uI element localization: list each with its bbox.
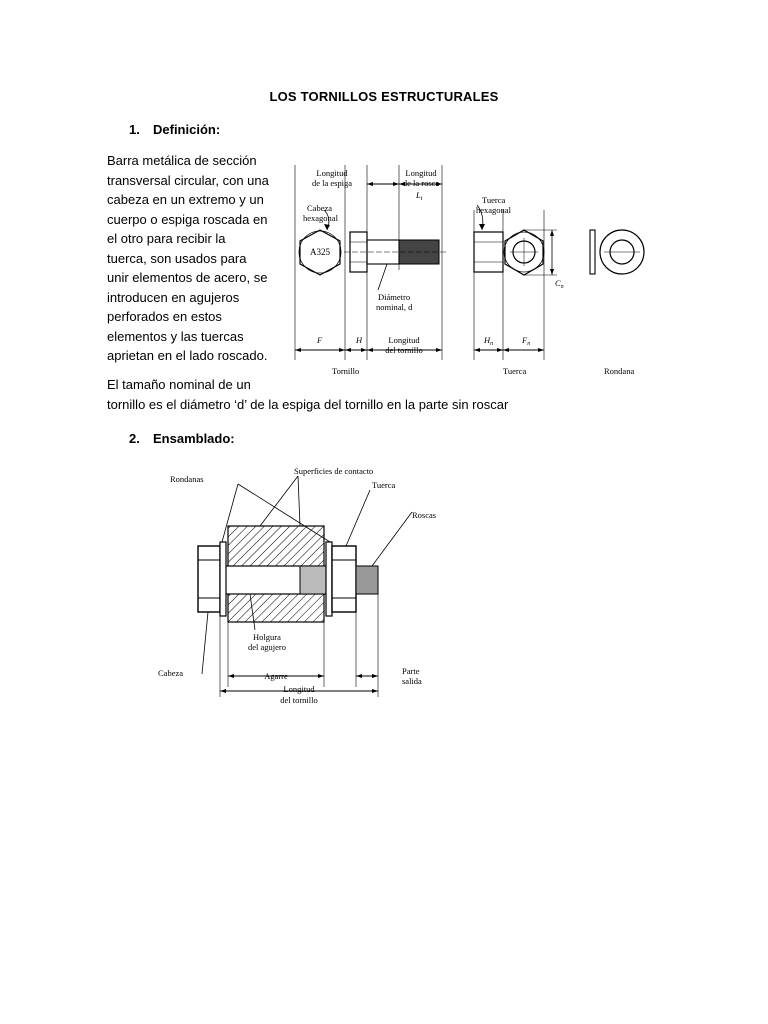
caption-tuerca: Tuerca bbox=[503, 366, 527, 376]
definition-paragraph bbox=[107, 151, 282, 366]
label-agarre: Agarre bbox=[264, 671, 288, 681]
caption-tornillo: Tornillo bbox=[332, 366, 360, 376]
nominal-line-1: El tamaño nominal de un bbox=[107, 377, 251, 392]
label-a325: A325 bbox=[310, 247, 330, 257]
section-2-title: Ensamblado: bbox=[153, 431, 235, 446]
label-rondanas: Rondanas bbox=[170, 474, 204, 484]
label-del-agujero: del agujero bbox=[248, 642, 286, 652]
label-salida: salida bbox=[402, 676, 422, 686]
label-longitud-espiga: Longitud bbox=[316, 168, 348, 178]
definition-line: perforados en estos bbox=[107, 309, 222, 324]
label-fn: $F_n$ bbox=[522, 335, 531, 347]
label-f: F bbox=[317, 335, 323, 345]
label-diametro: Diámetro bbox=[378, 292, 411, 302]
label-roscas: Roscas bbox=[412, 510, 437, 520]
label-de-la-espiga: de la espiga bbox=[311, 178, 353, 188]
label-del-tornillo: del tornillo bbox=[280, 695, 318, 705]
label-tuerca-1: Tuerca bbox=[482, 195, 506, 205]
label-h: H bbox=[356, 335, 363, 345]
definition-line: unir elementos de acero, se bbox=[107, 270, 268, 285]
label-tuerca: Tuerca bbox=[372, 480, 396, 490]
definition-line: tuerca, son usados para bbox=[107, 250, 247, 266]
label-nominal-d: nominal, d bbox=[376, 302, 413, 312]
section-1-title: Definición: bbox=[153, 122, 221, 137]
label-de-la-rosca: de la rosca bbox=[402, 178, 440, 188]
label-lt: $L_t$ bbox=[416, 190, 423, 202]
nominal-size-paragraph bbox=[107, 375, 567, 414]
definition-line: Barra metálica de sección bbox=[107, 153, 257, 168]
definition-line: el otro para recibir la bbox=[107, 231, 226, 246]
label-holgura: Holgura bbox=[253, 632, 281, 642]
label-cn: $C_n$ bbox=[555, 278, 564, 290]
bolt-parts-figure bbox=[282, 160, 652, 380]
label-longitud-rosca: Longitud bbox=[405, 168, 437, 178]
section-2-heading bbox=[129, 431, 235, 446]
definition-line: aprietan en el lado roscado. bbox=[107, 348, 268, 363]
label-longitud: Longitud bbox=[283, 684, 315, 694]
section-2-number: 2. bbox=[129, 431, 140, 446]
section-1-heading bbox=[129, 122, 220, 137]
label-longitud-tornillo: Longitud bbox=[388, 335, 420, 345]
label-cabeza: Cabeza bbox=[307, 203, 333, 213]
definition-line: cabeza en un extremo y un bbox=[107, 192, 264, 207]
page-title: LOS TORNILLOS ESTRUCTURALES bbox=[269, 89, 499, 104]
label-hn: $H_n$ bbox=[484, 335, 494, 347]
definition-line: elementos y las tuercas bbox=[107, 328, 244, 344]
definition-line: transversal circular, con una bbox=[107, 172, 269, 188]
label-tuerca-hexagonal: hexagonal bbox=[476, 205, 511, 215]
label-parte: Parte bbox=[402, 666, 420, 676]
label-cabeza: Cabeza bbox=[158, 668, 184, 678]
section-1-number: 1. bbox=[129, 122, 140, 137]
definition-line: introducen en agujeros bbox=[107, 289, 240, 305]
label-del-tornillo: del tornillo bbox=[385, 345, 423, 355]
label-hexagonal: hexagonal bbox=[303, 213, 338, 223]
nominal-line-2: tornillo es el diámetro ‘d’ de la espiga del tornillo en la parte sin roscar bbox=[107, 396, 509, 412]
label-superficies: Superficies de contacto bbox=[294, 466, 374, 476]
bolt-assembly-figure bbox=[150, 462, 445, 708]
caption-rondana: Rondana bbox=[604, 366, 635, 376]
definition-line: cuerpo o espiga roscada en bbox=[107, 211, 268, 227]
